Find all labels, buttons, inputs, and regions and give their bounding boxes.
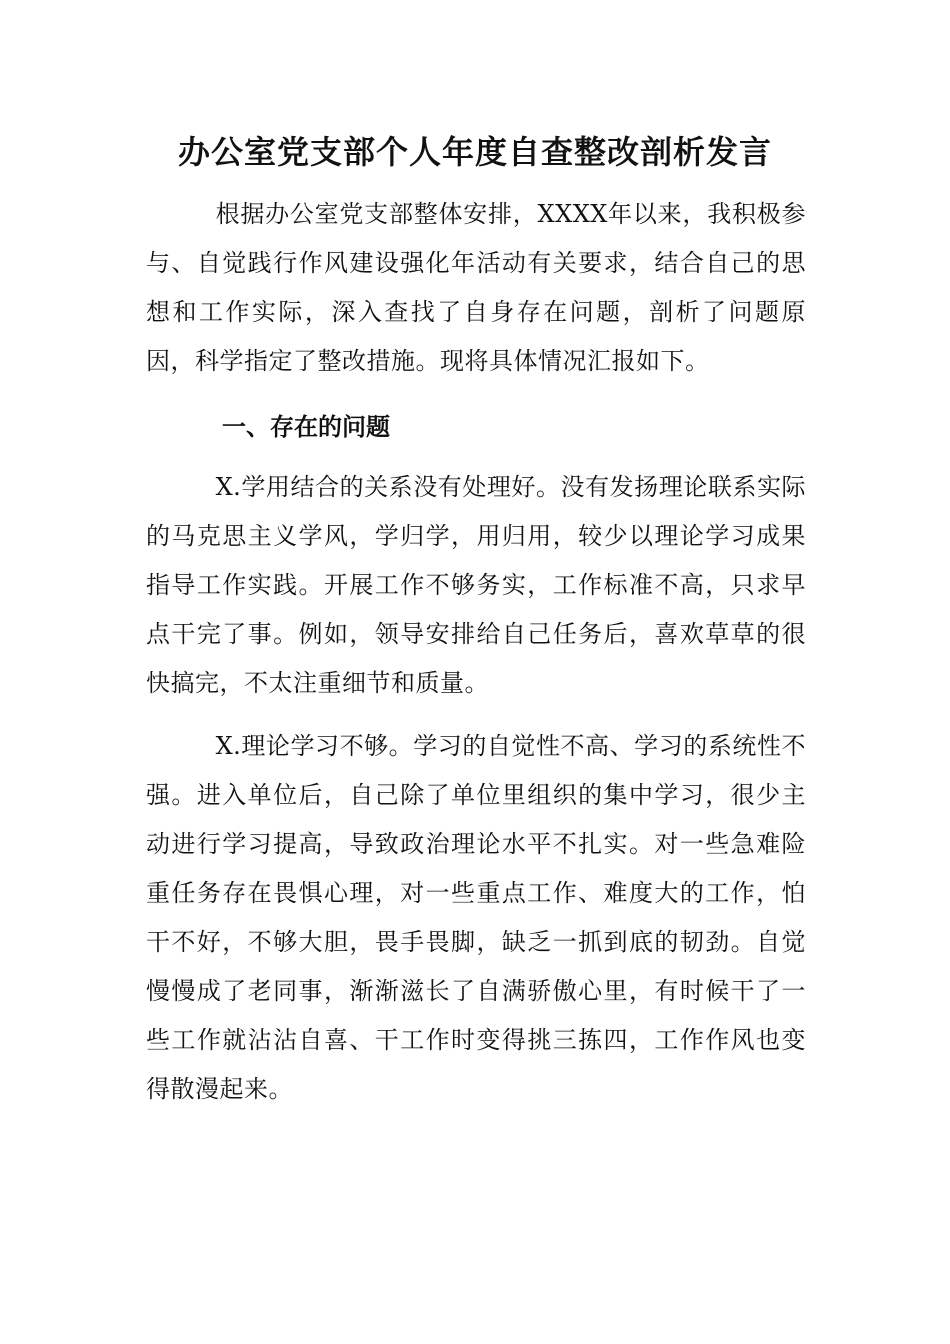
- issue-paragraph-1: X.学用结合的关系没有处理好。没有发扬理论联系实际的马克思主义学风，学归学，用归用，较少以理论学习成果指导工作实践。开展工作不够务实，工作标准不高，只求早点干完了事。例如，领导安排给自己任务后，喜欢草草的很快搞完，不太注重细节和质量。: [146, 473, 806, 697]
- document-title: 办公室党支部个人年度自查整改剖析发言: [177, 133, 772, 171]
- section-heading: 一、存在的问题: [222, 412, 390, 441]
- issue-paragraph-2: X.理论学习不够。学习的自觉性不高、学习的系统性不强。进入单位后，自己除了单位里组织的集中学习，很少主动进行学习提高，导致政治理论水平不扎实。对一些急难险重任务存在畏惧心理，对一些重点工作、难度大的工作，怕干不好，不够大胆，畏手畏脚，缺乏一抓到底的韧劲。自觉慢慢成了老同事，渐渐滋长了自满骄傲心里，有时候干了一些工作就沾沾自喜、干工作时变得挑三拣四，工作作风也变得散漫起来。: [146, 732, 806, 1103]
- intro-paragraph: 根据办公室党支部整体安排，XXXX年以来，我积极参与、自觉践行作风建设强化年活动有关要求，结合自己的思想和工作实际，深入查找了自身存在问题，剖析了问题原因，科学指定了整改措施。现将具体情况汇报如下。: [146, 200, 806, 375]
